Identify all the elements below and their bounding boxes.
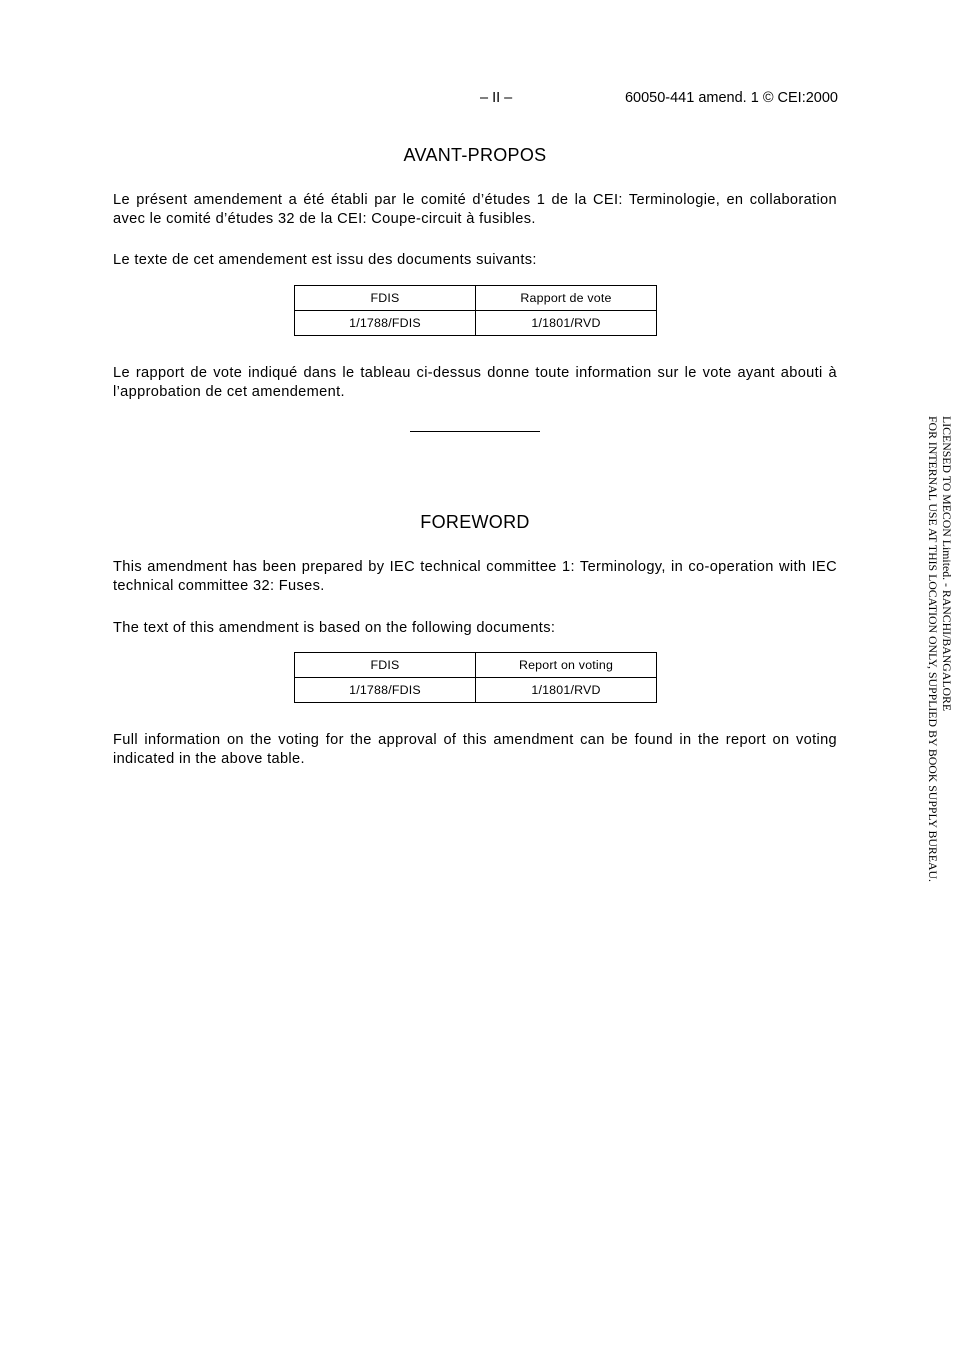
page-header <box>0 90 950 110</box>
french-documents-intro: Le texte de cet amendement est issu des documents suivants: <box>113 252 537 268</box>
french-documents-table <box>294 285 657 336</box>
english-voting-paragraph: Full information on the voting for the approval of this amendment can be found in the report on voting indicated in the above table. <box>113 732 837 767</box>
table-header-cell: Rapport de vote <box>476 286 657 311</box>
table-cell: 1/1801/RVD <box>476 311 657 336</box>
table-row <box>295 311 657 336</box>
french-intro-paragraph: Le présent amendement a été établi par le comité d’études 1 de la CEI: Terminologie, en collaboration avec le comité d’études 32 de la CEI: Coupe-circuit à fusibles. <box>113 192 837 227</box>
english-intro-paragraph: This amendment has been prepared by IEC technical committee 1: Terminology, in co-operation with IEC technical committee 32: Fuses. <box>113 559 837 594</box>
table-header-cell: FDIS <box>295 653 476 678</box>
page-number: – II – <box>480 90 513 106</box>
table-cell: 1/1801/RVD <box>476 678 657 703</box>
english-documents-intro: The text of this amendment is based on the following documents: <box>113 620 556 636</box>
table-header-row <box>295 653 657 678</box>
license-line-2: FOR INTERNAL USE AT THIS LOCATION ONLY, SUPPLIED BY BOOK SUPPLY BUREAU. <box>926 416 940 882</box>
section-separator <box>410 431 540 432</box>
avant-propos-title: AVANT-PROPOS <box>403 145 547 165</box>
table-header-row <box>295 286 657 311</box>
license-line-1: LICENSED TO MECON Limited. - RANCHI/BANGALORE <box>940 416 954 712</box>
license-notice <box>916 416 954 882</box>
document-reference: 60050-441 amend. 1 © CEI:2000 <box>624 90 838 106</box>
english-documents-table <box>294 652 657 703</box>
table-row <box>295 678 657 703</box>
table-cell: 1/1788/FDIS <box>295 678 476 703</box>
table-header-cell: FDIS <box>295 286 476 311</box>
foreword-title: FOREWORD <box>420 512 530 532</box>
french-voting-paragraph: Le rapport de vote indiqué dans le tableau ci-dessus donne toute information sur le vote ayant abouti à l’approbation de cet amendement. <box>113 365 837 400</box>
table-header-cell: Report on voting <box>476 653 657 678</box>
table-cell: 1/1788/FDIS <box>295 311 476 336</box>
